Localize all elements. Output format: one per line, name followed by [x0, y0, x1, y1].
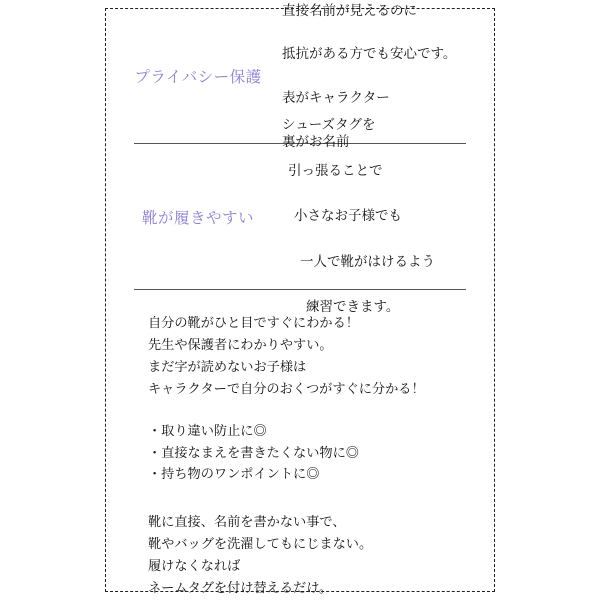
paragraph-line: 自分の靴がひと目ですぐにわかる！ [148, 315, 359, 330]
bullet-item: ・持ち物のワンポイントに◎ [148, 466, 320, 482]
feature-title-easy-wear: 靴が履きやすい [141, 209, 254, 227]
bullet-item: ・直接なまえを書きたくない物に◎ [148, 444, 359, 460]
feature-line: 表がキャラクター [282, 89, 390, 105]
paragraph-line: 靴やバッグを洗濯してもにじまない。 [148, 536, 373, 552]
document-content [106, 2, 494, 596]
paragraph-benefits [148, 312, 494, 400]
feature-line: 裏がお名前 [282, 133, 350, 149]
paragraph-bullets [148, 420, 494, 486]
feature-title-privacy: プライバシー保護 [134, 69, 262, 86]
feature-line: 直接名前が見えるのに [282, 2, 417, 18]
paragraph-line: 履けなくなれば [148, 558, 241, 574]
paragraph-washable [148, 511, 494, 599]
feature-line: シューズタグを [282, 117, 376, 133]
paragraph-line: まだ字が読めないお子様は [148, 358, 307, 374]
paragraph-line: 靴に直接、名前を書かない事で、 [148, 514, 346, 530]
feature-line: 引っ張ることで [288, 162, 383, 178]
paragraph-line: キャラクターで自分のおくつがすぐに分かる！ [148, 380, 425, 396]
bullet-item: ・取り違い防止に◎ [148, 422, 267, 438]
feature-body-easy-wear [282, 92, 435, 341]
paragraph-line: 先生や保護者にわかりやすい。 [148, 336, 333, 352]
feature-line: 抵抗がある方でも安心です。 [282, 46, 457, 62]
feature-line: 練習できます。 [306, 298, 400, 314]
description-block [106, 290, 494, 599]
feature-line: 一人で靴がはけるよう [300, 253, 435, 269]
feature-line: 小さなお子様でも [294, 208, 402, 224]
paragraph-line: ネームタグを付け替えるだけ。 [148, 580, 333, 596]
